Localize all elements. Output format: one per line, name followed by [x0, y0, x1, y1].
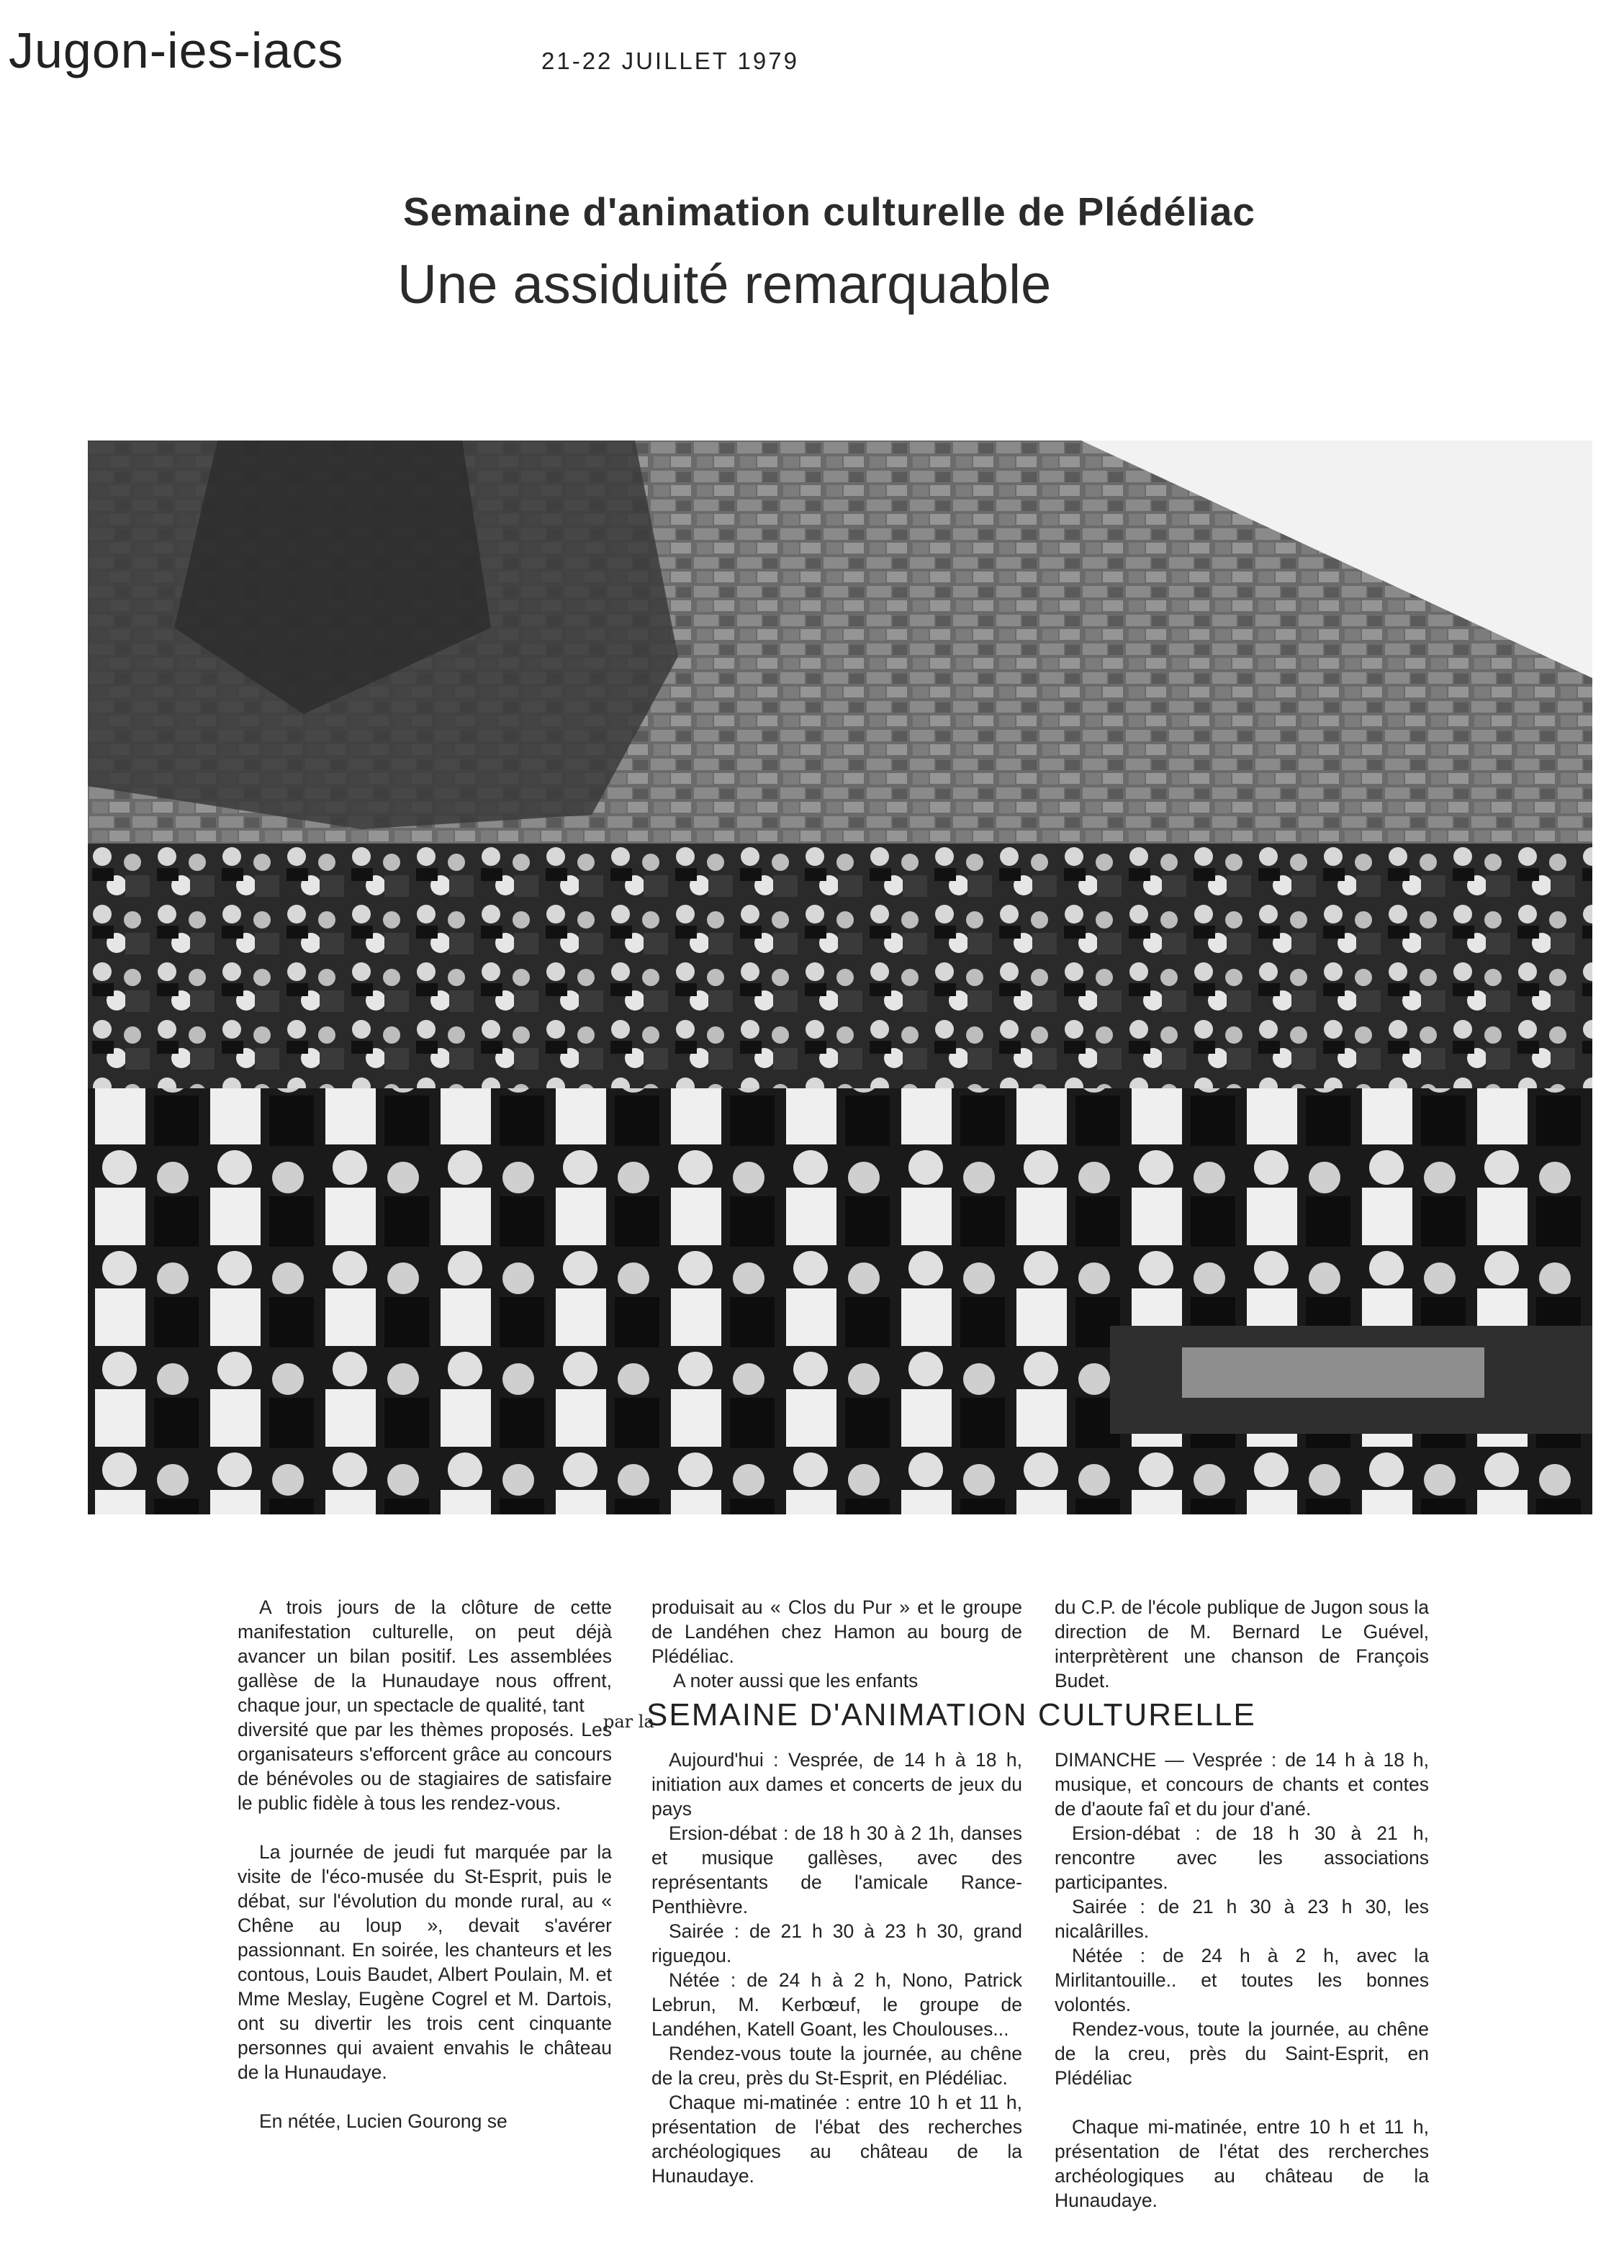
schedule-column-left	[651, 1748, 1022, 2188]
schedule-entry: Rendez-vous toute la journée, au chêne de la creu, près du St-Esprit, en Plédéliac.	[651, 2043, 1022, 2089]
handwritten-correction: par la	[603, 1712, 654, 1732]
article-paragraph: En nétée, Lucien Gourong se	[259, 2110, 508, 2132]
crowd-photograph	[88, 441, 1592, 1514]
schedule-entry: Nétée : de 24 h à 2 h, avec la Mirlitantouille.. et toutes les bonnes volontés.	[1055, 1945, 1429, 2015]
article-headline: Une assiduité remarquable	[397, 254, 1052, 315]
article-kicker: Semaine d'animation culturelle de Plédéliac	[403, 189, 1255, 234]
schedule-entry: Nétée : de 24 h à 2 h, Nono, Patrick Lebrun, M. Kerbœuf, le groupe de Landéhen, Katell Goant, les Choulouses...	[651, 1969, 1022, 2040]
schedule-entry: Ersion-débat : de 18 h 30 à 21 h, rencontre avec les associations participantes.	[1055, 1822, 1429, 1893]
issue-date: 21-22 JUILLET 1979	[541, 48, 799, 74]
schedule-entry: Chaque mi-matinée : entre 10 h et 11 h, présentation de l'ébat des recherches archéologiques au château de la Hunaudaye.	[651, 2092, 1022, 2187]
article-column-3	[1055, 1595, 1429, 1693]
article-column-1	[238, 1595, 612, 2133]
schedule-entry: Sairée : de 21 h 30 à 23 h 30, grand rigueдou.	[651, 1920, 1022, 1966]
schedule-entry: Ersion-débat : de 18 h 30 à 2 1h, danses et musique gallèses, avec des représentants de l'amicale Rance-Penthièvre.	[651, 1822, 1022, 1917]
schedule-entry: Chaque mi-matinée, entre 10 h et 11 h, présentation de l'état des rercherches archéologiques au château de la Hunaudaye.	[1055, 2116, 1429, 2211]
newspaper-place-name: Jugon-ies-iacs	[9, 22, 344, 78]
schedule-column-right	[1055, 1748, 1429, 2213]
schedule-entry: DIMANCHE — Vesprée : de 14 h à 18 h, musique, et concours de chants et contes de d'aoute faî et du jour d'ané.	[1055, 1749, 1429, 1820]
article-paragraph: du C.P. de l'école publique de Jugon sous la direction de M. Bernard Le Guével, interprètèrent une chanson de François Budet.	[1055, 1596, 1429, 1691]
crowd-photograph-image	[88, 441, 1592, 1514]
article-column-2	[651, 1595, 1022, 1693]
article-paragraph: produisait au « Clos du Pur » et le groupe de Landéhen chez Hamon au bourg de Plédéliac.	[651, 1596, 1022, 1667]
article-paragraph: diversité que par les thèmes proposés. Les organisateurs s'efforcent grâce au concours de bénévoles ou de stagiaires de satisfaire le public fidèle à tous les rendez-vous.	[238, 1719, 612, 1814]
article-paragraph: A noter aussi que les enfants	[673, 1670, 919, 1691]
article-paragraph: La journée de jeudi fut marquée par la visite de l'éco-musée du St-Esprit, puis le débat, sur l'évolution du monde rural, au « Chêne au loup », devait s'avérer passionnant. En soirée, les chanteurs et les contous, Louis Baudet, Albert Poulain, M. et Mme Meslay, Eugène Cogrel et M. Dartois, ont su divertir les trois cent cinquante personnes qui avaient envahis le château de la Hunaudaye.	[238, 1841, 612, 2083]
article-paragraph: A trois jours de la clôture de cette manifestation culturelle, on peut déjà avancer un bilan positif. Les assemblées gallèse de la Hunaudaye nous offrent, chaque jour, un spectacle de qualité, tant	[238, 1596, 612, 1716]
schedule-entry: Sairée : de 21 h 30 à 23 h 30, les nicalârilles.	[1055, 1896, 1429, 1942]
schedule-entry: Aujourd'hui : Vesprée, de 14 h à 18 h, initiation aux dames et concerts de jeux du pays	[651, 1749, 1022, 1820]
schedule-title: SEMAINE D'ANIMATION CULTURELLE	[646, 1697, 1256, 1732]
schedule-entry: Rendez-vous, toute la journée, au chêne de la creu, près du Saint-Esprit, en Plédéliac	[1055, 2018, 1429, 2089]
